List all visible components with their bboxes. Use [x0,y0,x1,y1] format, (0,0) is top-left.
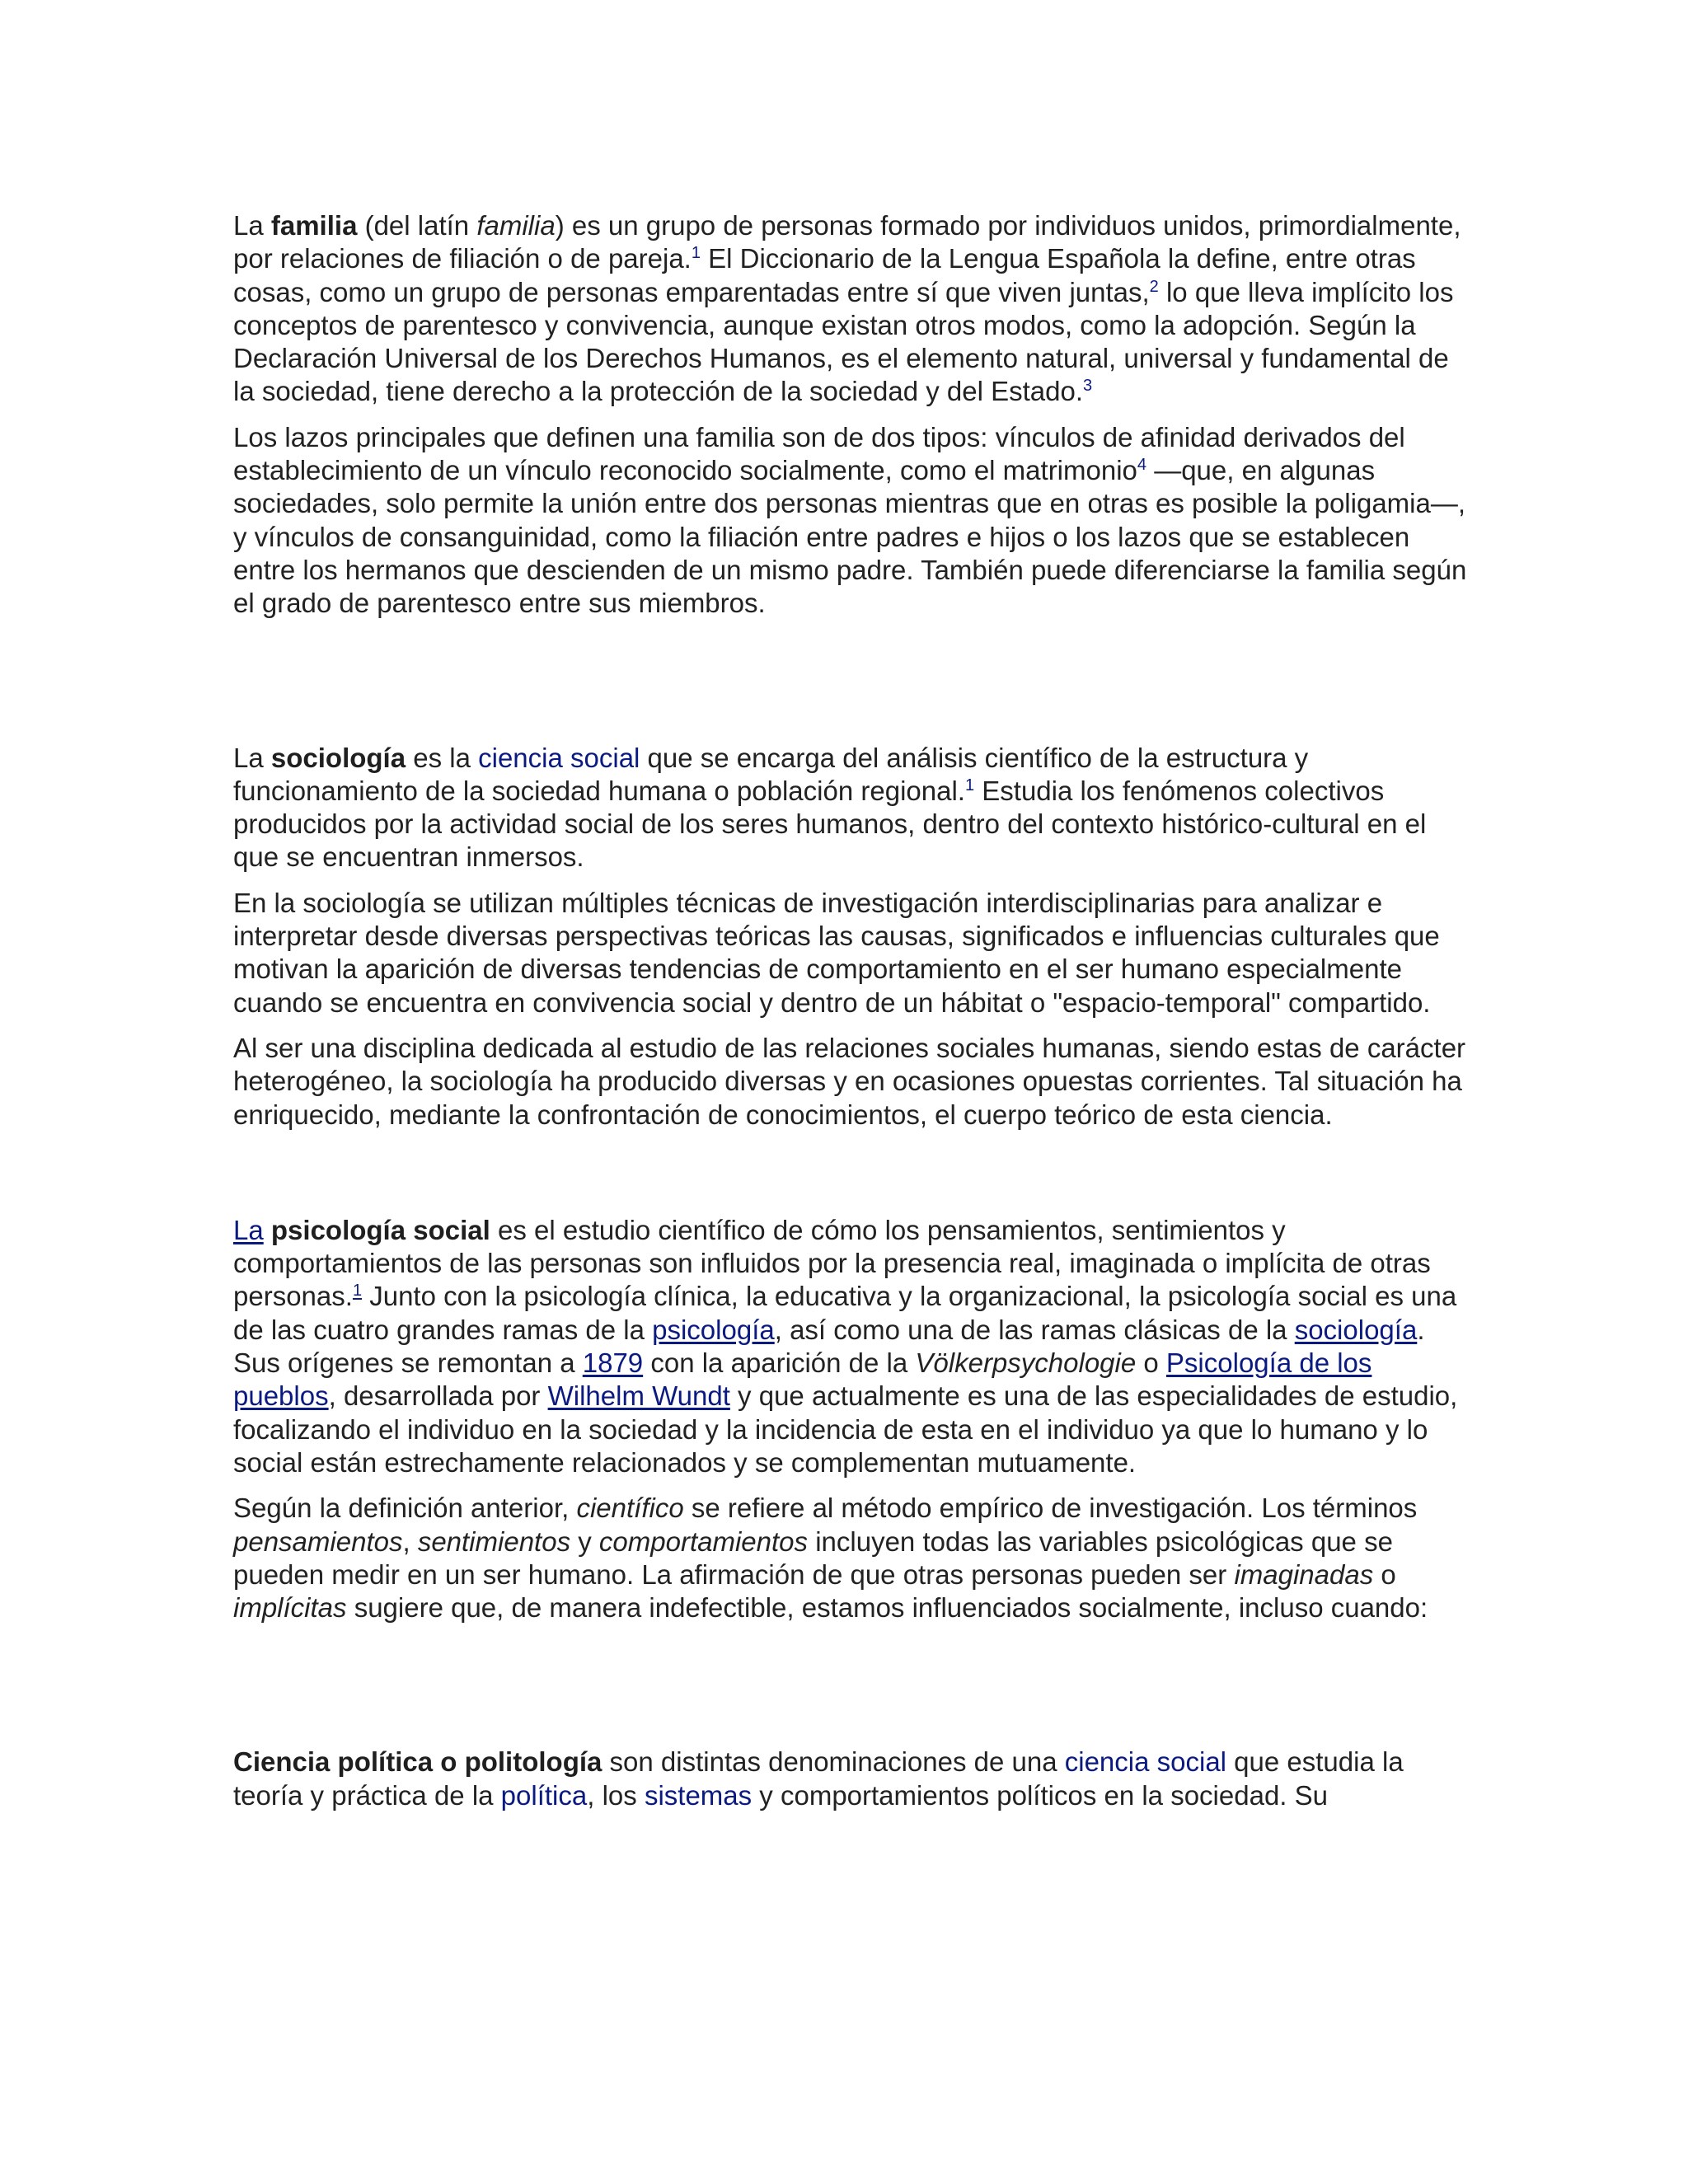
link-sociologia[interactable]: sociología [1294,1314,1418,1345]
link-la[interactable]: La [233,1214,264,1245]
document-page [233,209,1470,1825]
text: , así como una de las ramas clásicas de la [774,1314,1295,1345]
term-familia: familia [270,210,358,241]
footnote-ref-3[interactable]: 3 [1083,377,1093,396]
sociologia-paragraph-2: En la sociología se utilizan múltiples técnicas de investigación interdisciplinarias para analizar e interpretar desde diversas perspectivas teóricas las causas, significados e influencias culturales que motivan la aparición de diversas tendencias de comportamiento en el ser humano especialmente cuando se encuentra en convivencia social y dentro de un hábitat o "espacio-temporal" compartido. [233,887,1440,1018]
text: , [402,1526,418,1557]
text: Los lazos principales que definen una familia son de dos tipos: vínculos de afinidad derivados del establecimiento de un vínculo reconocido socialmente, como el matrimonio [233,421,1405,486]
term-psicologia-social: psicología social [263,1214,490,1245]
emphasis: sentimientos [417,1526,571,1557]
link-ciencia-social[interactable]: ciencia social [478,742,640,773]
footnote-ref-2[interactable]: 2 [1149,277,1159,296]
section-spacer [233,1637,1470,1746]
text: incluyen todas las variables psicológicas que se pueden medir en un ser humano. La afirmación de que otras personas pueden ser [233,1526,1393,1590]
text: y [570,1526,599,1557]
text: o [1373,1558,1396,1590]
text: —que, en algunas sociedades, solo permite la unión entre dos personas mientras que en otras es posible la poligamia—, y vínculos de consanguinidad, como la filiación entre padres e hijos o los lazos que se establecen entre los hermanos que descienden de un mismo padre. También puede diferenciarse la familia según el grado de parentesco entre sus miembros. [233,455,1467,619]
emphasis: implícitas [233,1592,347,1624]
familia-paragraph-1 [233,209,1470,409]
footnote-ref-1[interactable]: 1 [691,244,701,263]
term-volkerpsychologie: Völkerpsychologie [915,1347,1137,1379]
text: Estudia los fenómenos colectivos producidos por la actividad social de los seres humanos, dentro del contexto histórico-cultural en el que se encuentran inmersos. [233,775,1427,873]
text: es la [406,742,479,773]
text: es el estudio científico de cómo los pensamientos, sentimientos y comportamientos de las personas son influidos por la presencia real, imaginada o implícita de otras personas. [233,1214,1431,1312]
text: La [233,742,271,773]
text: con la aparición de la [643,1347,916,1379]
link-psicologia-de-los-pueblos[interactable]: Psicología de los pueblos [233,1347,1372,1412]
sociologia-paragraph-1 [233,742,1470,874]
text: (del latín [357,210,477,241]
footnote-ref-1[interactable]: 1 [352,1282,363,1301]
footnote-ref-4[interactable]: 4 [1137,456,1147,475]
link-ciencia-social[interactable]: ciencia social [1064,1746,1227,1778]
text: y que actualmente es una de las especialidades de estudio, focalizando el individuo en la sociedad y la incidencia de esta en el individuo ya que lo humano y lo social están estrechamente relacionados y se complementan mutuamente. [233,1380,1458,1478]
section-spacer [233,633,1470,742]
text: sugiere que, de manera indefectible, estamos influenciados socialmente, incluso cuando: [346,1592,1428,1624]
emphasis: científico [576,1493,684,1524]
text: , desarrollada por [328,1380,548,1412]
section-spacer [233,1144,1470,1214]
text: que se encarga del análisis científico de la estructura y funcionamiento de la sociedad humana o población regional. [233,742,1309,806]
link-1879[interactable]: 1879 [582,1347,644,1379]
text: que estudia la teoría y práctica de la [233,1746,1404,1811]
link-politica[interactable]: política [500,1779,588,1811]
text: o [1136,1347,1166,1379]
term-ciencia-politica: Ciencia política o politología [233,1746,603,1778]
text: lo que lleva implícito los conceptos de parentesco y convivencia, aunque existan otros modos, como la adopción. Según la Declaración Universal de los Derechos Humanos, es el elemento natural, universal y fundamental de la sociedad, tiene derecho a la protección de la sociedad y del Estado. [233,276,1454,407]
text: , los [587,1779,645,1811]
text: y comportamientos políticos en la sociedad. Su [752,1779,1329,1811]
psicologia-paragraph-2 [233,1492,1470,1624]
emphasis: pensamientos [233,1526,403,1557]
sociologia-paragraph-3: Al ser una disciplina dedicada al estudio de las relaciones sociales humanas, siendo estas de carácter heterogéneo, la sociología ha producido diversas y en ocasiones opuestas corrientes. Tal situación ha enriquecido, mediante la confrontación de conocimientos, el cuerpo teórico de esta ciencia. [233,1032,1466,1130]
latin-term: familia [476,210,556,241]
politica-paragraph-1 [233,1746,1470,1812]
text: ) es un grupo de personas formado por individuos unidos, primordialmente, por relaciones de filiación o de pareja. [233,210,1461,274]
text: . Sus orígenes se remontan a [233,1314,1425,1379]
text: Junto con la psicología clínica, la educativa y la organizacional, la psicología social es una de las cuatro grandes ramas de la [233,1281,1457,1345]
text: son distintas denominaciones de una [602,1746,1065,1778]
link-sistemas[interactable]: sistemas [644,1779,753,1811]
text: El Diccionario de la Lengua Española la define, entre otras cosas, como un grupo de personas emparentadas entre sí que viven juntas, [233,243,1416,307]
text: La [233,210,271,241]
term-sociologia: sociología [270,742,406,773]
footnote-ref-1[interactable]: 1 [964,776,975,794]
text: Según la definición anterior, [233,1493,577,1524]
psicologia-paragraph-1 [233,1214,1470,1479]
link-psicologia[interactable]: psicología [652,1314,775,1345]
familia-paragraph-2 [233,421,1470,621]
link-wilhelm-wundt[interactable]: Wilhelm Wundt [547,1380,730,1412]
emphasis: comportamientos [598,1526,809,1557]
emphasis: imaginadas [1234,1558,1374,1590]
text: se refiere al método empírico de investigación. Los términos [683,1493,1418,1524]
